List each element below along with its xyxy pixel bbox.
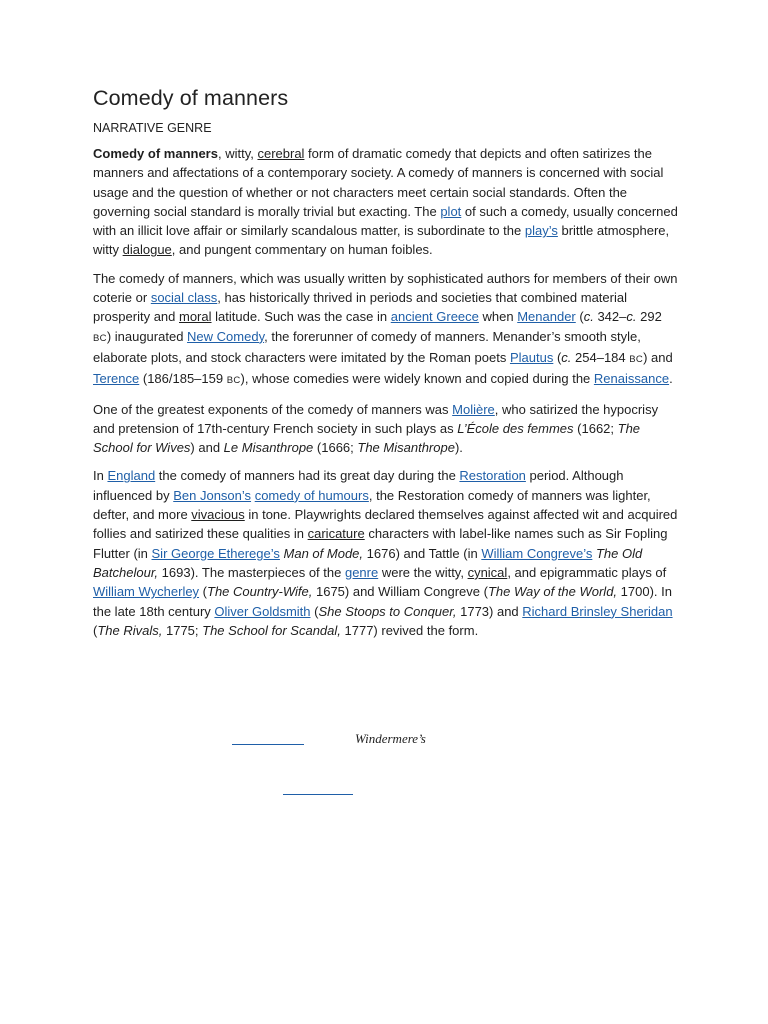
- link-social-class[interactable]: social class: [150, 290, 218, 306]
- genre-label: NARRATIVE GENRE: [93, 121, 212, 135]
- link-wycherley[interactable]: William Wycherley: [93, 584, 200, 600]
- link-genre[interactable]: genre: [344, 564, 379, 580]
- page-title: Comedy of manners: [93, 86, 289, 110]
- empty-link-underline[interactable]: [232, 744, 304, 745]
- paragraph-history: The comedy of manners, which was usually written by sophisticated authors for members of their own coterie or social class, has historically thrived in periods and societies that combined material prosperity and moral latitude. Such was the case in ancient Greece when Menander (c. 342–c. 292 BC) inaugurated New Comedy, the forerunner of comedy of manners. Menander’s smooth style, elaborate plots, and stock characters were imitated by the Roman poets Plautus (c. 254–184 BC) and Terence (186/185–159 BC), whose comedies were widely known and copied during the Renaissance.: [93, 270, 678, 387]
- link-comedy-of-humours[interactable]: comedy of humours: [254, 487, 369, 503]
- link-menander[interactable]: Menander: [517, 309, 576, 325]
- term-vivacious[interactable]: vivacious: [191, 507, 245, 523]
- paragraph-moliere: One of the greatest exponents of the comedy of manners was Molière, who satirized the hypocrisy and pretension of 17th-century French society in such plays as L’École des femmes (1662; The School for Wives) and Le Misanthrope (1666; The Misanthrope).: [93, 401, 659, 456]
- term-cerebral[interactable]: cerebral: [257, 146, 305, 161]
- link-ancient-greece[interactable]: ancient Greece: [390, 309, 479, 325]
- link-congreve[interactable]: William Congreve’s: [481, 545, 593, 561]
- term-moral[interactable]: moral: [179, 309, 212, 325]
- link-ben-jonson[interactable]: Ben Jonson’s: [173, 487, 252, 503]
- article-body: [93, 86, 679, 649]
- empty-link-underline[interactable]: [283, 794, 353, 795]
- link-restoration[interactable]: Restoration: [459, 468, 526, 484]
- paragraph-intro: Comedy of manners, witty, cerebral form of dramatic comedy that depicts and often satirizes the manners and affectations of a contemporary society. A comedy of manners is concerned with social usage and the question of whether or not characters meet certain social standards. Often the governing social standard is morally trivial but exacting. The plot of such a comedy, usually concerned with an illicit love affair or similarly scandalous matter, is subordinate to the play’s brittle atmosphere, witty dialogue, and pungent commentary on human foibles.: [93, 146, 678, 258]
- link-renaissance[interactable]: Renaissance: [593, 371, 670, 387]
- link-plautus[interactable]: Plautus: [509, 349, 554, 365]
- link-etherege[interactable]: Sir George Etherege’s: [151, 545, 280, 561]
- term-caricature[interactable]: caricature: [307, 526, 365, 542]
- link-england[interactable]: England: [107, 468, 156, 484]
- link-sheridan[interactable]: Richard Brinsley Sheridan: [522, 603, 673, 619]
- lead-term: Comedy of manners: [93, 146, 218, 161]
- term-cynical[interactable]: cynical: [467, 564, 508, 580]
- footer-windermere-text: Windermere’s: [355, 731, 426, 746]
- paragraph-england: In England the comedy of manners had its great day during the Restoration period. Although influenced by Ben Jonson’s comedy of humours, the Restoration comedy of manners was lighter, defter, and more vivacious in tone. Playwrights declared themselves against affected wit and acquired follies and satirized these qualities in caricature characters with label-like names such as Sir Fopling Flutter (in Sir George Etherege’s Man of Mode, 1676) and Tattle (in William Congreve’s The Old Batchelour, 1693). The masterpieces of the genre were the witty, cynical, and epigrammatic plays of William Wycherley (The Country-Wife, 1675) and William Congreve (The Way of the World, 1700). In the late 18th century Oliver Goldsmith (She Stoops to Conquer, 1773) and Richard Brinsley Sheridan (The Rivals, 1775; The School for Scandal, 1777) revived the form.: [93, 468, 678, 638]
- link-terence[interactable]: Terence: [93, 371, 140, 387]
- link-goldsmith[interactable]: Oliver Goldsmith: [214, 603, 311, 619]
- term-dialogue[interactable]: dialogue: [122, 242, 172, 258]
- link-plays[interactable]: play’s: [524, 223, 558, 239]
- link-moliere[interactable]: Molière: [452, 401, 495, 417]
- link-plot[interactable]: plot: [440, 203, 462, 219]
- link-new-comedy[interactable]: New Comedy: [187, 328, 265, 344]
